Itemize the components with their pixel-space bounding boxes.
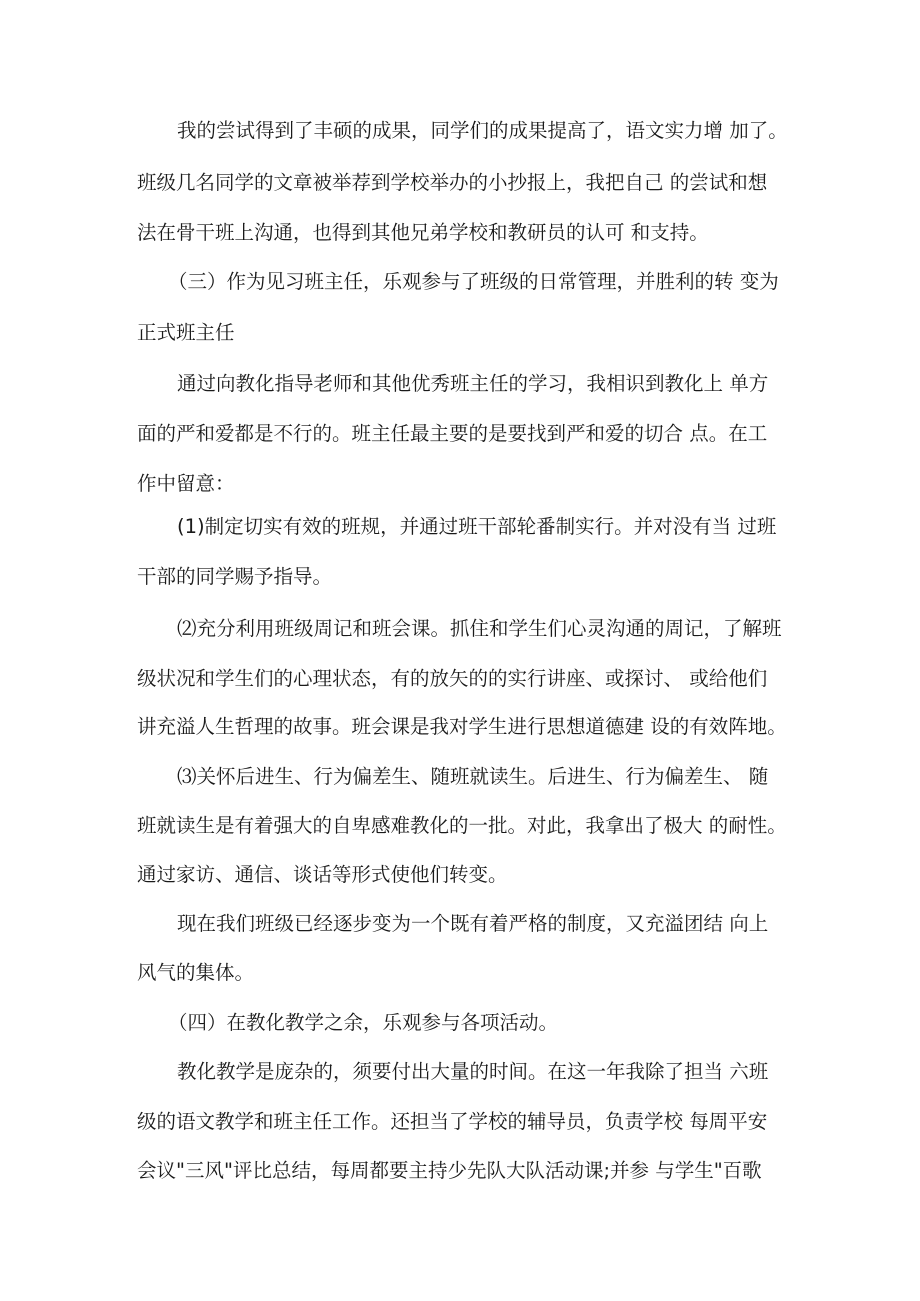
section-heading-3-line-1: （三）作为见习班主任，乐观参与了班级的日常管理，并胜利的转 变为 <box>168 270 779 293</box>
list-item-2-line-1: ⑵充分利用班级周记和班会课。抓住和学生们心灵沟通的周记，了解班 <box>177 617 782 640</box>
paragraph-9-line-3: 会议"三风"评比总结，每周都要主持少先队大队活动课;并参 与学生"百歌 <box>137 1159 762 1182</box>
section-heading-3-line-2: 正式班主任 <box>137 321 235 344</box>
paragraph-3-line-2: 面的严和爱都是不行的。班主任最主要的是要找到严和爱的切合 点。在工 <box>137 422 768 445</box>
list-item-3-line-1: ⑶关怀后进生、行为偏差生、随班就读生。后进生、行为偏差生、 随 <box>177 765 769 788</box>
paragraph-9-line-1: 教化教学是庞杂的，须要付出大量的时间。在这一年我除了担当 六班 <box>177 1060 769 1083</box>
list-item-3-line-2: 班就读生是有着强大的自卑感难教化的一批。对此，我拿出了极大 的耐性。 <box>137 814 787 837</box>
paragraph-3-line-1: 通过向教化指导老师和其他优秀班主任的学习，我相识到教化上 单方 <box>177 372 769 395</box>
paragraph-7-line-1: 现在我们班级已经逐步变为一个既有着严格的制度，又充溢团结 向上 <box>177 912 769 935</box>
paragraph-1-line-1: 我的尝试得到了丰硕的成果，同学们的成果提高了，语文实力增 加了。 <box>177 119 788 142</box>
paragraph-3-line-3: 作中留意： <box>137 472 235 495</box>
list-item-1-line-1: (1)制定切实有效的班规，并通过班干部轮番制实行。并对没有当 过班 <box>177 515 777 538</box>
paragraph-9-line-2: 级的语文教学和班主任工作。还担当了学校的辅导员，负责学校 每周平安 <box>137 1110 768 1133</box>
section-heading-4: （四）在教化教学之余，乐观参与各项活动。 <box>168 1011 559 1034</box>
list-item-2-line-3: 讲充溢人生哲理的故事。班会课是我对学生进行思想道德建 设的有效阵地。 <box>137 715 787 738</box>
paragraph-7-line-2: 风气的集体。 <box>137 961 255 984</box>
list-item-1-line-2: 干部的同学赐予指导。 <box>137 565 333 588</box>
paragraph-1-line-3: 法在骨干班上沟通，也得到其他兄弟学校和教研员的认可 和支持。 <box>137 221 709 244</box>
paragraph-1-line-2: 班级几名同学的文章被举荐到学校举办的小抄报上，我把自己 的尝试和想 <box>137 171 768 194</box>
list-item-2-line-2: 级状况和学生们的心理状态，有的放矢的的实行讲座、或探讨、 或给他们 <box>137 667 768 690</box>
list-item-3-line-3: 通过家访、通信、谈话等形式使他们转变。 <box>137 863 508 886</box>
